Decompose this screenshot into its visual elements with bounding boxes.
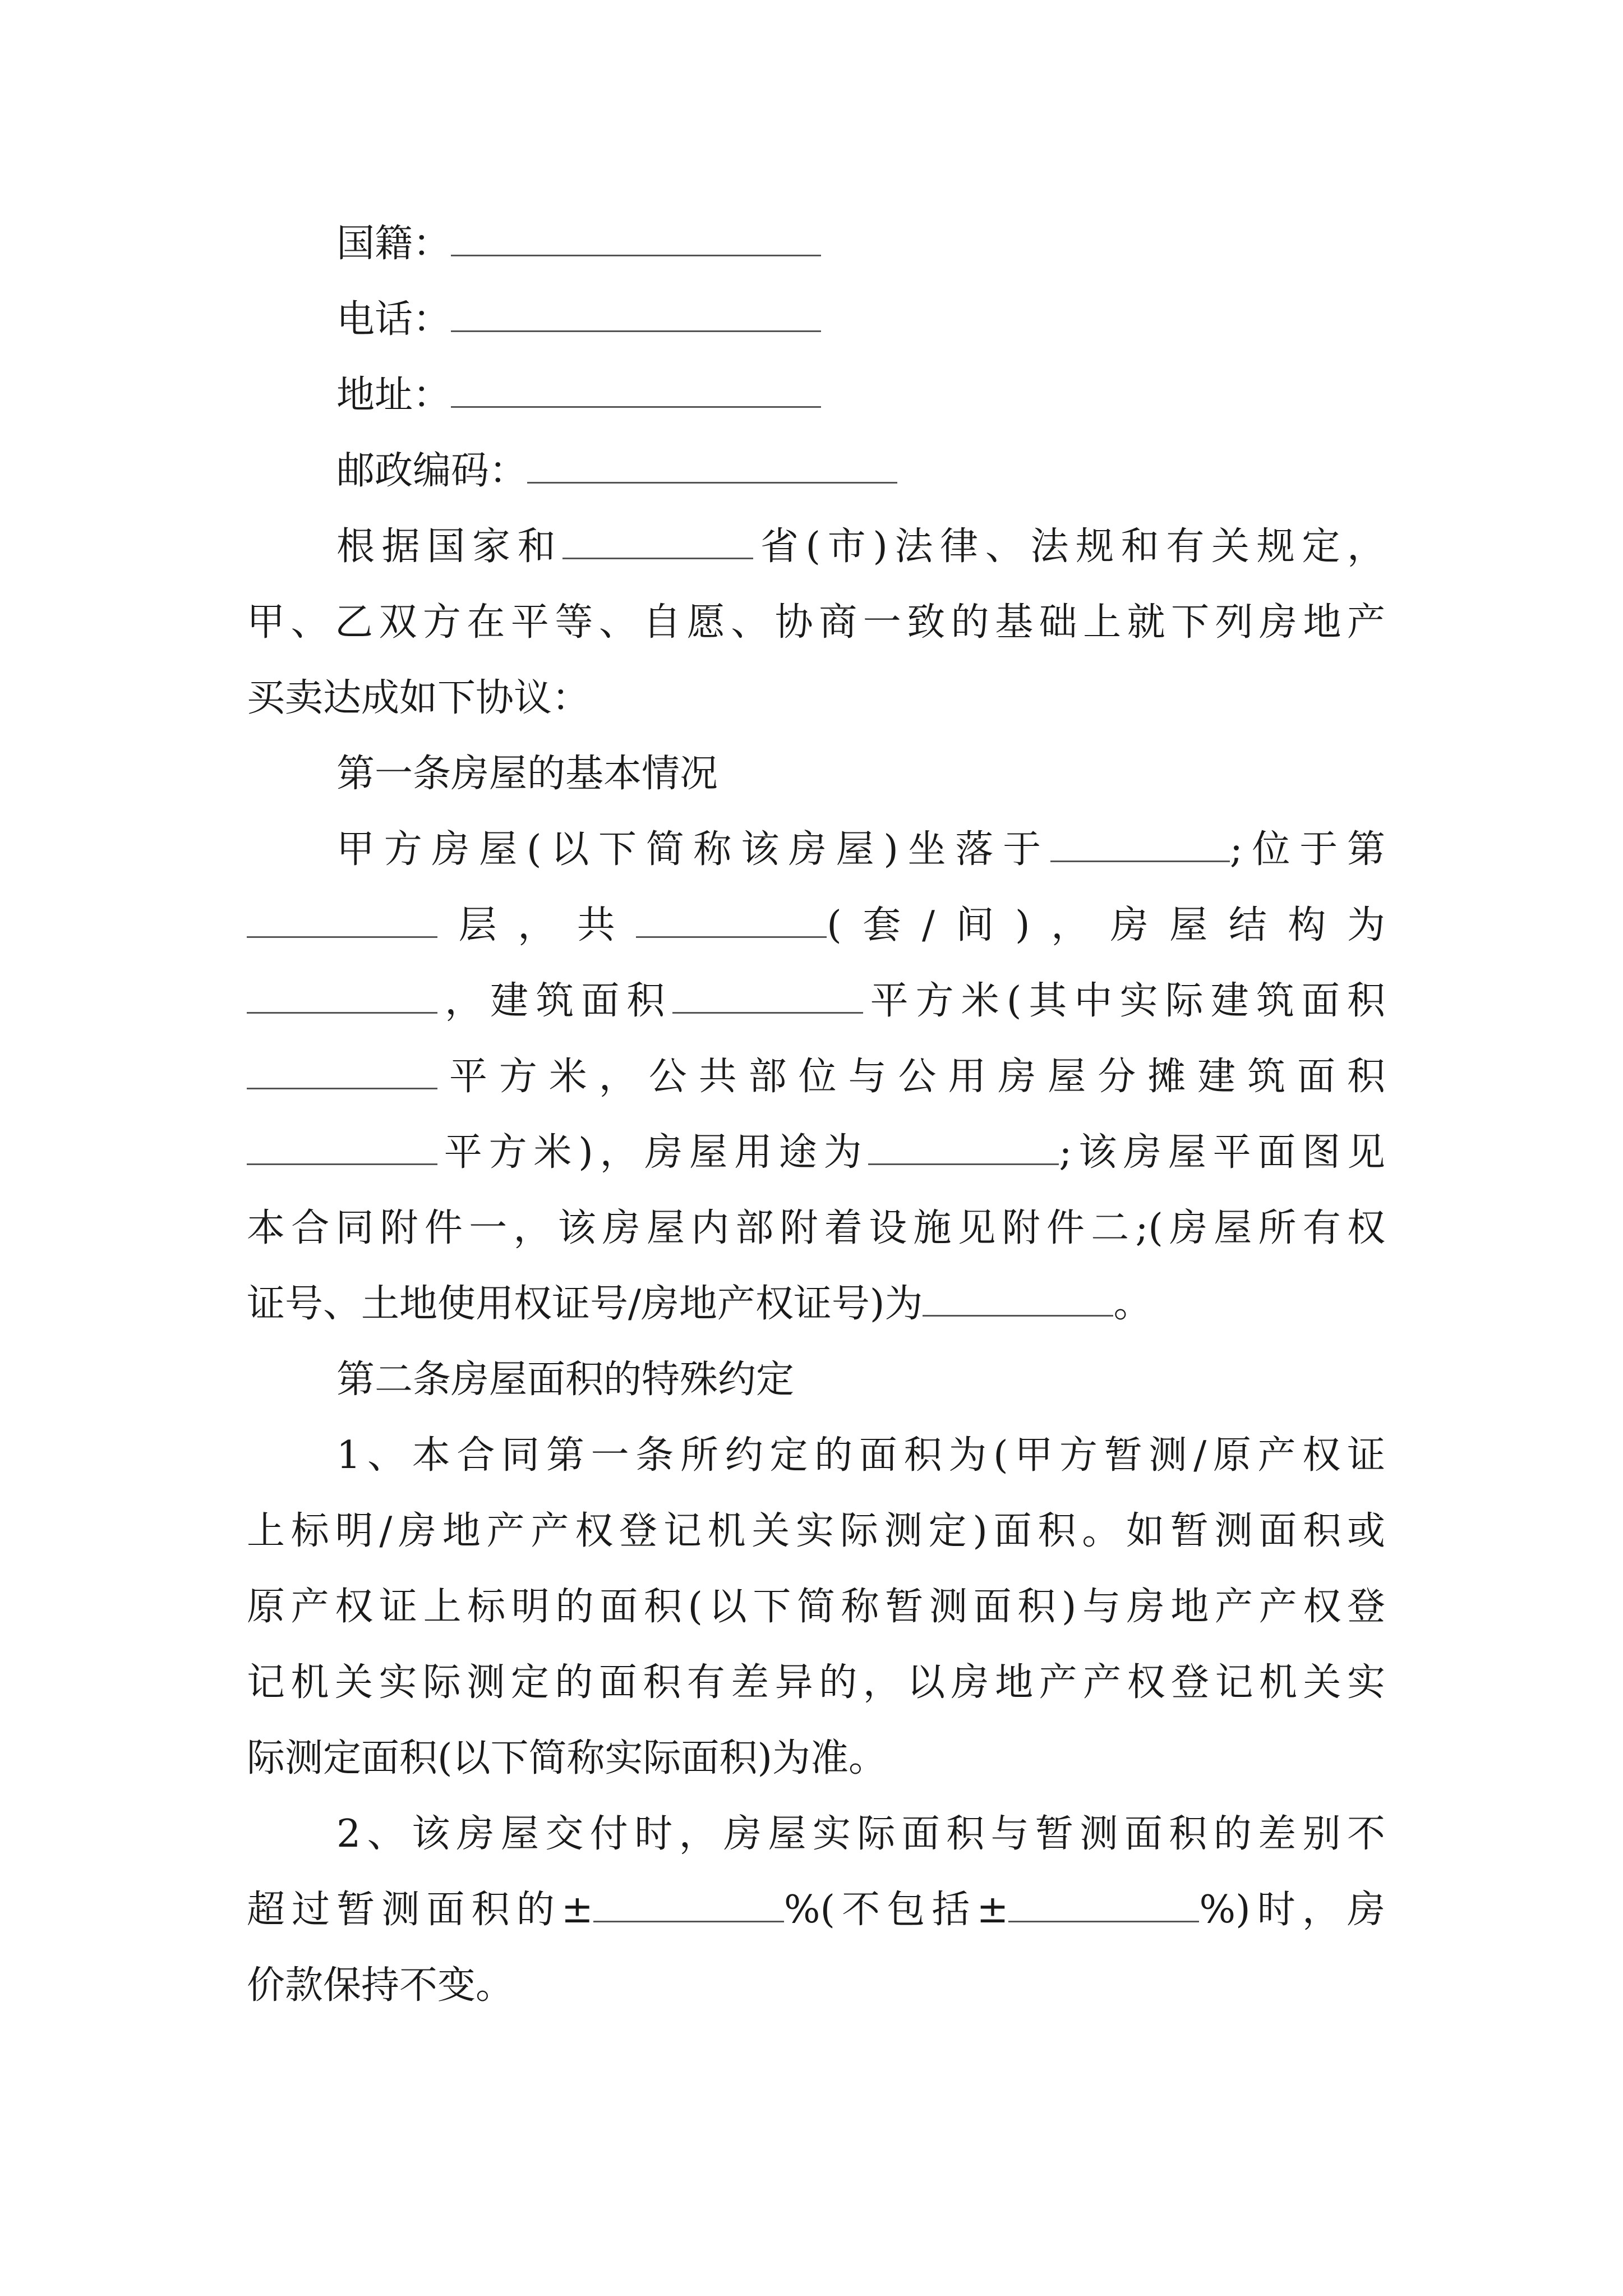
article1-line-5: 平方米)，房屋用途为 ;该房屋平面图见: [247, 1125, 1385, 1181]
article1-line-4: 平方米，公共部位与公用房屋分摊建筑面积: [247, 1049, 1385, 1105]
article1-line-1: 甲方房屋(以下简称该房屋)坐落于 ;位于第: [336, 827, 1385, 872]
certificate-blank[interactable]: [923, 1281, 1113, 1317]
article1-line-2: 层，共 (套/间)，房屋结构为: [247, 898, 1385, 954]
actual-area-blank[interactable]: [247, 1054, 437, 1089]
article2-p1-line-3: 原产权证上标明的面积(以下简称暂测面积)与房地产产权登: [247, 1585, 1385, 1629]
postcode-line: [336, 443, 1385, 499]
article2-p1-line-2: 上标明/房地产产权登记机关实际测定)面积。如暂测面积或: [247, 1509, 1385, 1553]
usage-blank[interactable]: [868, 1130, 1059, 1165]
building-area-blank[interactable]: [672, 978, 863, 1014]
article2-heading: 第二条房屋面积的特殊约定: [336, 1358, 795, 1402]
intro-line-1: 根据国家和 省(市)法律、法规和有关规定，: [336, 524, 1385, 569]
article1-heading: 第一条房屋的基本情况: [336, 752, 718, 796]
phone-line: [336, 292, 1385, 348]
nationality-line: [336, 216, 1385, 272]
structure-blank[interactable]: [247, 978, 437, 1014]
article2-p2-line-2: 超过暂测面积的± %(不包括± %)时，房: [247, 1888, 1385, 1932]
article2-p1-line-4: 记机关实际测定的面积有差异的，以房地产产权登记机关实: [247, 1660, 1385, 1705]
article1-line-7: 证号、土地使用权证号/房地产权证号)为 。: [247, 1282, 1152, 1326]
units-blank[interactable]: [636, 903, 827, 938]
article2-p2-line-3: 价款保持不变。: [247, 1963, 514, 2008]
article2-p1-line-5: 际测定面积(以下简称实际面积)为准。: [247, 1736, 887, 1780]
address-blank[interactable]: [451, 372, 821, 408]
floor-blank[interactable]: [247, 903, 437, 938]
tolerance-blank[interactable]: [593, 1887, 784, 1922]
address-line: [336, 367, 1385, 424]
nationality-label: 国籍：: [336, 222, 451, 266]
postcode-label: 邮政编码：: [336, 449, 528, 493]
intro-line-3: 买卖达成如下协议：: [247, 676, 591, 720]
tolerance-exclusive-blank[interactable]: [1008, 1887, 1199, 1922]
article1-line-6: 本合同附件一，该房屋内部附着设施见附件二;(房屋所有权: [247, 1206, 1385, 1250]
phone-blank[interactable]: [451, 297, 821, 332]
article1-line-3: ，建筑面积 平方米(其中实际建筑面积: [247, 973, 1385, 1029]
postcode-blank[interactable]: [527, 448, 897, 484]
article2-p1-line-1: 1、本合同第一条所约定的面积为(甲方暂测/原产权证: [336, 1433, 1385, 1478]
article2-p2-line-1: 2、该房屋交付时，房屋实际面积与暂测面积的差别不: [336, 1812, 1385, 1856]
shared-area-blank[interactable]: [247, 1130, 437, 1165]
nationality-blank[interactable]: [451, 221, 821, 256]
phone-label: 电话：: [336, 297, 451, 342]
address-label: 地址：: [336, 373, 451, 417]
intro-line-2: 甲、乙双方在平等、自愿、协商一致的基础上就下列房地产: [247, 600, 1385, 645]
province-blank[interactable]: [562, 524, 753, 559]
location-blank[interactable]: [1050, 827, 1230, 862]
